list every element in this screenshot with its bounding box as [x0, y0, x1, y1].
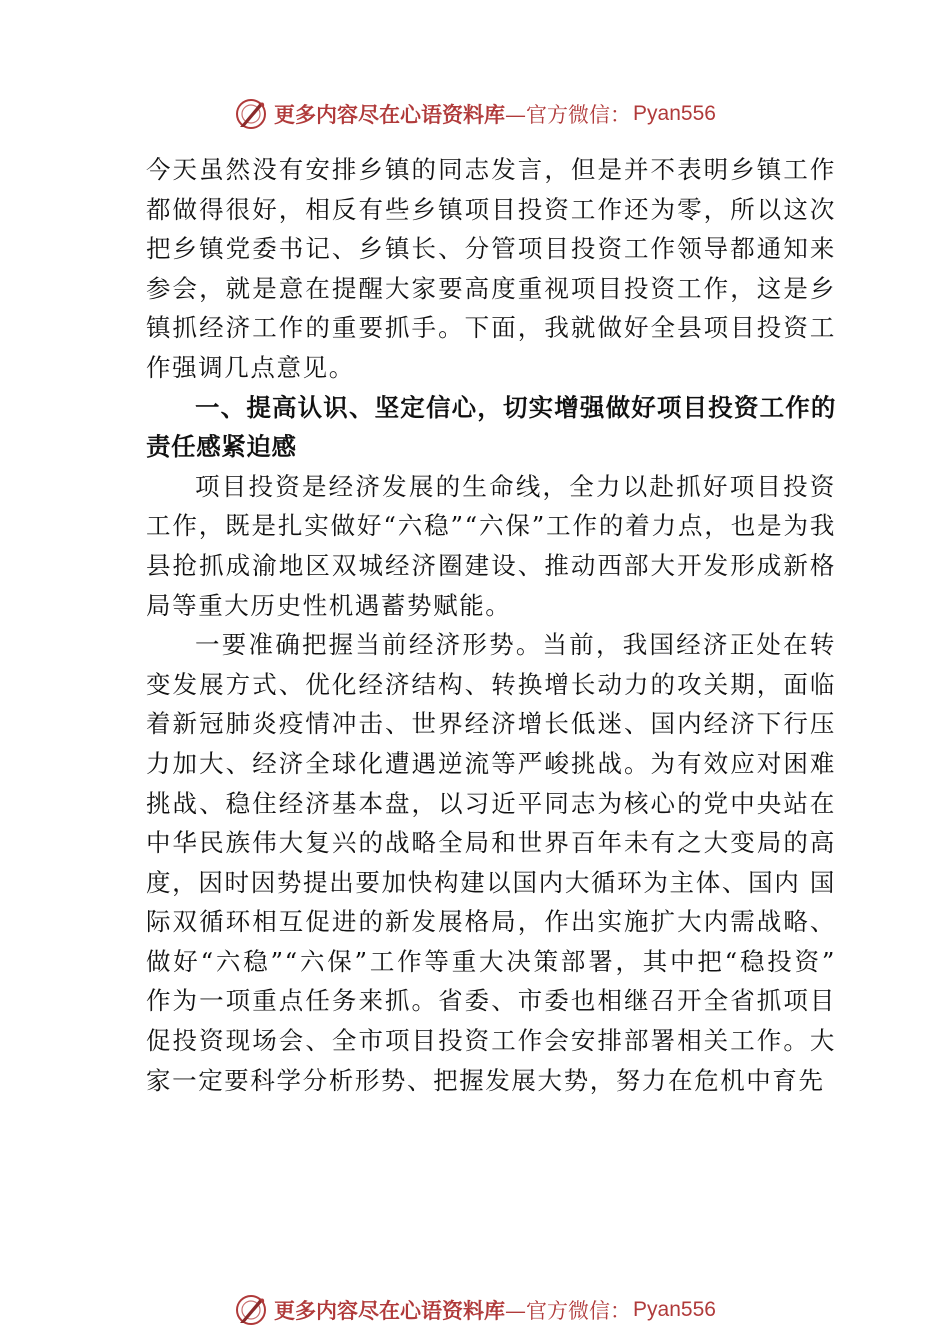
banner-title: 更多内容尽在心语资料库	[274, 1298, 506, 1323]
banner-title: 更多内容尽在心语资料库	[274, 102, 506, 127]
paragraph-intro: 今天虽然没有安排乡镇的同志发言，但是并不表明乡镇工作都做得很好，相反有些乡镇项目投资工作还为零，所以这次把乡镇党委书记、乡镇长、分管项目投资工作领导都通知来参会，就是意在提醒大家要高度重视项目投资工作，这是乡镇抓经济工作的重要抓手。下面，我就做好全县项目投资工作强调几点意见。	[146, 155, 836, 382]
paragraph-project-investment: 项目投资是经济发展的生命线，全力以赴抓好项目投资工作，既是扎实做好“六稳”“六保”工作的着力点，也是为我县抢抓成渝地区双城经济圈建设、推动西部大开发形成新格局等重大历史性机遇蓄势赋能。	[146, 471, 836, 620]
document-body	[146, 150, 836, 1100]
banner-subtitle: —官方微信：	[505, 1299, 632, 1323]
section-heading: 一、提高认识、坚定信心，切实增强做好项目投资工作的责任感紧迫感	[146, 392, 836, 462]
quill-logo-icon	[234, 1293, 268, 1327]
footer-watermark-banner	[0, 1290, 950, 1330]
banner-wechat-id: Pyan556	[633, 1298, 716, 1321]
quill-logo-icon	[234, 97, 268, 131]
banner-wechat-id: Pyan556	[633, 102, 716, 125]
paragraph-economic-situation: 一要准确把握当前经济形势。当前，我国经济正处在转变发展方式、优化经济结构、转换增长动力的攻关期，面临着新冠肺炎疫情冲击、世界经济增长低迷、国内经济下行压 力加大、经济全球化遭遇逆流等严峻挑战。为有效应对困难 挑战、稳住经济基本盘，以习近平同志为核心的党中央站在中华民族伟大复兴的战略全局和世界百年未有之大变局的高度，因时因势提出要加快构建以国内大循环为主体、国内 国际双循环相互促进的新发展格局，作出实施扩大内需战略、做好“六稳”“六保”工作等重大决策部署，其中把“稳投资” 作为一项重点任务来抓。省委、市委也相继召开全省抓项目促投资现场会、全市项目投资工作会安排部署相关工作。大家一定要科学分析形势、把握发展大势，努力在危机中育先	[146, 630, 836, 1095]
banner-subtitle: —官方微信：	[505, 103, 632, 127]
header-watermark-banner	[0, 94, 950, 134]
